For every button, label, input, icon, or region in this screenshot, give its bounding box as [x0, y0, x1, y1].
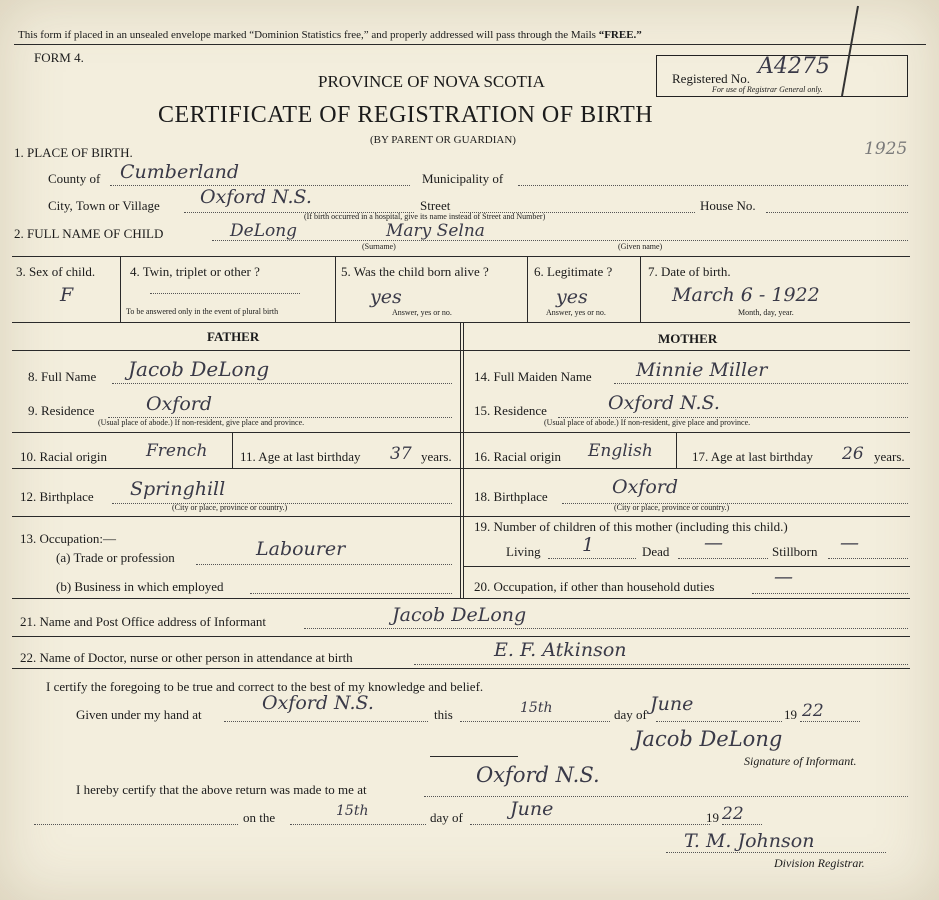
legitimate-label: 6. Legitimate ? — [534, 264, 613, 279]
on-the-label: on the — [243, 810, 276, 825]
mother-birthplace-label: 18. Birthplace — [474, 489, 548, 504]
divider — [527, 256, 528, 322]
mother-racial-value: English — [588, 441, 653, 461]
day-of-label-2: day of — [430, 810, 463, 825]
date-of-birth-value: March 6 - 1922 — [672, 284, 820, 306]
child-surname-value: DeLong — [230, 221, 298, 241]
dotted-line — [424, 796, 908, 797]
registrar-signature: T. M. Johnson — [684, 830, 815, 852]
divider — [120, 256, 121, 322]
mother-name-value: Minnie Miller — [636, 359, 768, 381]
mother-age-value: 26 — [842, 444, 864, 464]
parents-divider — [463, 322, 464, 598]
rule — [12, 668, 910, 669]
date-caption: Month, day, year. — [738, 308, 794, 317]
return-month-value: June — [510, 798, 554, 820]
rule — [12, 516, 910, 517]
county-value: Cumberland — [120, 161, 240, 183]
this-label: this — [434, 707, 453, 722]
return-statement: I hereby certify that the above return was made to me at — [76, 782, 367, 797]
trade-label: (a) Trade or profession — [56, 550, 175, 565]
place-of-birth-label: 1. PLACE OF BIRTH. — [14, 145, 133, 160]
mother-occupation-value: — — [774, 566, 793, 588]
twin-note: To be answered only in the event of plural birth — [126, 307, 279, 316]
father-age-value: 37 — [390, 444, 412, 464]
father-birthplace-label: 12. Birthplace — [20, 489, 94, 504]
dotted-line — [212, 240, 908, 241]
father-racial-label: 10. Racial origin — [20, 449, 108, 464]
dotted-line — [548, 558, 636, 559]
given-year-value: 22 — [802, 701, 824, 721]
form-number: FORM 4. — [34, 50, 84, 65]
father-residence-caption: (Usual place of abode.) If non-resident, give place and province. — [98, 418, 305, 427]
registrar-caption: Division Registrar. — [774, 856, 865, 870]
dotted-line — [150, 293, 300, 294]
dotted-line — [414, 664, 908, 665]
mother-birthplace-caption: (City or place, province or country.) — [614, 503, 730, 512]
divider — [335, 256, 336, 322]
dotted-line — [304, 628, 908, 629]
living-label: Living — [506, 544, 541, 559]
year-prefix: 19 — [784, 707, 797, 722]
free-text: “FREE.” — [598, 29, 642, 41]
mother-residence-label: 15. Residence — [474, 403, 547, 418]
rule — [12, 350, 910, 351]
alive-label: 5. Was the child born alive ? — [341, 264, 489, 279]
father-residence-label: 9. Residence — [28, 403, 95, 418]
given-under-label: Given under my hand at — [76, 707, 202, 722]
dotted-line — [752, 593, 908, 594]
children-count-label: 19. Number of children of this mother (including this child.) — [474, 519, 788, 534]
sex-value: F — [60, 284, 74, 306]
father-name-value: Jacob DeLong — [128, 357, 270, 381]
dead-label: Dead — [642, 544, 670, 559]
mother-years: years. — [874, 449, 905, 464]
legitimate-value: yes — [556, 286, 588, 308]
return-day-value: 15th — [336, 803, 369, 819]
stillborn-value: — — [840, 532, 859, 554]
pen-stroke-mark — [838, 4, 862, 100]
date-of-birth-label: 7. Date of birth. — [648, 264, 731, 279]
informant-signature: Jacob DeLong — [634, 727, 783, 751]
dotted-line — [828, 558, 908, 559]
rule — [430, 756, 518, 757]
living-value: 1 — [582, 534, 595, 556]
alive-value: yes — [370, 286, 402, 308]
rule — [12, 256, 910, 257]
registrar-use-note: For use of Registrar General only. — [712, 85, 823, 94]
mother-residence-caption: (Usual place of abode.) If non-resident, give place and province. — [544, 418, 751, 427]
trade-value: Labourer — [256, 538, 346, 560]
dotted-line — [800, 721, 860, 722]
certify-statement: I certify the foregoing to be true and correct to the best of my knowledge and belief. — [46, 679, 484, 694]
father-name-label: 8. Full Name — [28, 369, 97, 384]
doctor-label: 22. Name of Doctor, nurse or other person in attendance at birth — [20, 650, 353, 665]
given-place-value: Oxford N.S. — [262, 692, 374, 714]
alive-caption: Answer, yes or no. — [392, 308, 452, 317]
rule — [12, 322, 910, 323]
mother-birthplace-value: Oxford — [612, 476, 679, 498]
registered-value: A4275 — [758, 54, 830, 79]
rule — [12, 598, 910, 599]
mother-age-label: 17. Age at last birthday — [692, 449, 813, 464]
dotted-line — [34, 824, 238, 825]
return-year-value: 22 — [722, 804, 744, 824]
divider — [640, 256, 641, 322]
parents-divider — [460, 322, 461, 598]
given-day-value: 15th — [520, 700, 553, 716]
father-years: years. — [421, 449, 452, 464]
return-place-value: Oxford N.S. — [476, 763, 600, 787]
mother-name-label: 14. Full Maiden Name — [474, 369, 592, 384]
mother-heading: MOTHER — [658, 331, 718, 346]
house-number-label: House No. — [700, 198, 756, 213]
divider — [232, 432, 233, 468]
rule — [463, 566, 910, 567]
street-label: Street — [420, 198, 451, 213]
page-title: CERTIFICATE OF REGISTRATION OF BIRTH — [158, 102, 654, 128]
father-birthplace-caption: (City or place, province or country.) — [172, 503, 288, 512]
rule — [14, 44, 926, 45]
given-month-value: June — [650, 693, 694, 715]
stillborn-label: Stillborn — [772, 544, 818, 559]
city-value: Oxford N.S. — [200, 186, 312, 208]
dead-value: — — [704, 532, 723, 554]
child-given-value: Mary Selna — [386, 221, 485, 241]
dotted-line — [722, 824, 762, 825]
rule — [12, 636, 910, 637]
dotted-line — [224, 721, 428, 722]
father-heading: FATHER — [207, 329, 260, 344]
dotted-line — [290, 824, 426, 825]
year-prefix-2: 19 — [706, 810, 719, 825]
dotted-line — [112, 383, 452, 384]
dotted-line — [250, 593, 452, 594]
day-of-label: day of — [614, 707, 647, 722]
mother-residence-value: Oxford N.S. — [608, 392, 720, 414]
dotted-line — [460, 721, 610, 722]
dotted-line — [518, 185, 908, 186]
dotted-line — [196, 564, 452, 565]
twin-label: 4. Twin, triplet or other ? — [130, 264, 260, 279]
hospital-note: (If birth occurred in a hospital, give its name instead of Street and Number) — [304, 212, 546, 221]
dotted-line — [656, 721, 782, 722]
father-racial-value: French — [146, 441, 208, 461]
father-birthplace-value: Springhill — [130, 478, 226, 500]
informant-label: 21. Name and Post Office address of Informant — [20, 614, 266, 629]
mother-occupation-label: 20. Occupation, if other than household duties — [474, 579, 715, 594]
father-age-label: 11. Age at last birthday — [240, 449, 361, 464]
informant-value: Jacob DeLong — [392, 604, 527, 626]
father-residence-value: Oxford — [146, 393, 213, 415]
legitimate-caption: Answer, yes or no. — [546, 308, 606, 317]
business-label: (b) Business in which employed — [56, 579, 224, 594]
surname-caption: (Surname) — [362, 242, 396, 251]
page-subtitle: (BY PARENT OR GUARDIAN) — [370, 134, 516, 146]
dotted-line — [766, 212, 908, 213]
occupation-label: 13. Occupation:— — [20, 531, 117, 546]
mail-notice — [18, 28, 642, 43]
county-label: County of — [48, 171, 101, 186]
dotted-line — [470, 824, 710, 825]
mail-notice-text: This form if placed in an unsealed envelope marked “Dominion Statistics free,” and properly addressed will pass through the Mails — [18, 29, 596, 41]
municipality-label: Municipality of — [422, 171, 504, 186]
sex-label: 3. Sex of child. — [16, 264, 96, 279]
corner-stamp: 1925 — [864, 139, 908, 159]
doctor-value: E. F. Atkinson — [494, 639, 627, 661]
rule — [12, 432, 910, 433]
given-name-caption: (Given name) — [618, 242, 663, 251]
province-title: PROVINCE OF NOVA SCOTIA — [318, 72, 545, 91]
divider — [676, 432, 677, 468]
registered-label: Registered No. — [672, 71, 750, 86]
dotted-line — [678, 558, 768, 559]
child-name-label: 2. FULL NAME OF CHILD — [14, 226, 164, 241]
dotted-line — [614, 383, 908, 384]
informant-signature-caption: Signature of Informant. — [744, 754, 857, 768]
dotted-line — [666, 852, 886, 853]
mother-racial-label: 16. Racial origin — [474, 449, 562, 464]
city-label: City, Town or Village — [48, 198, 160, 213]
rule — [12, 468, 910, 469]
